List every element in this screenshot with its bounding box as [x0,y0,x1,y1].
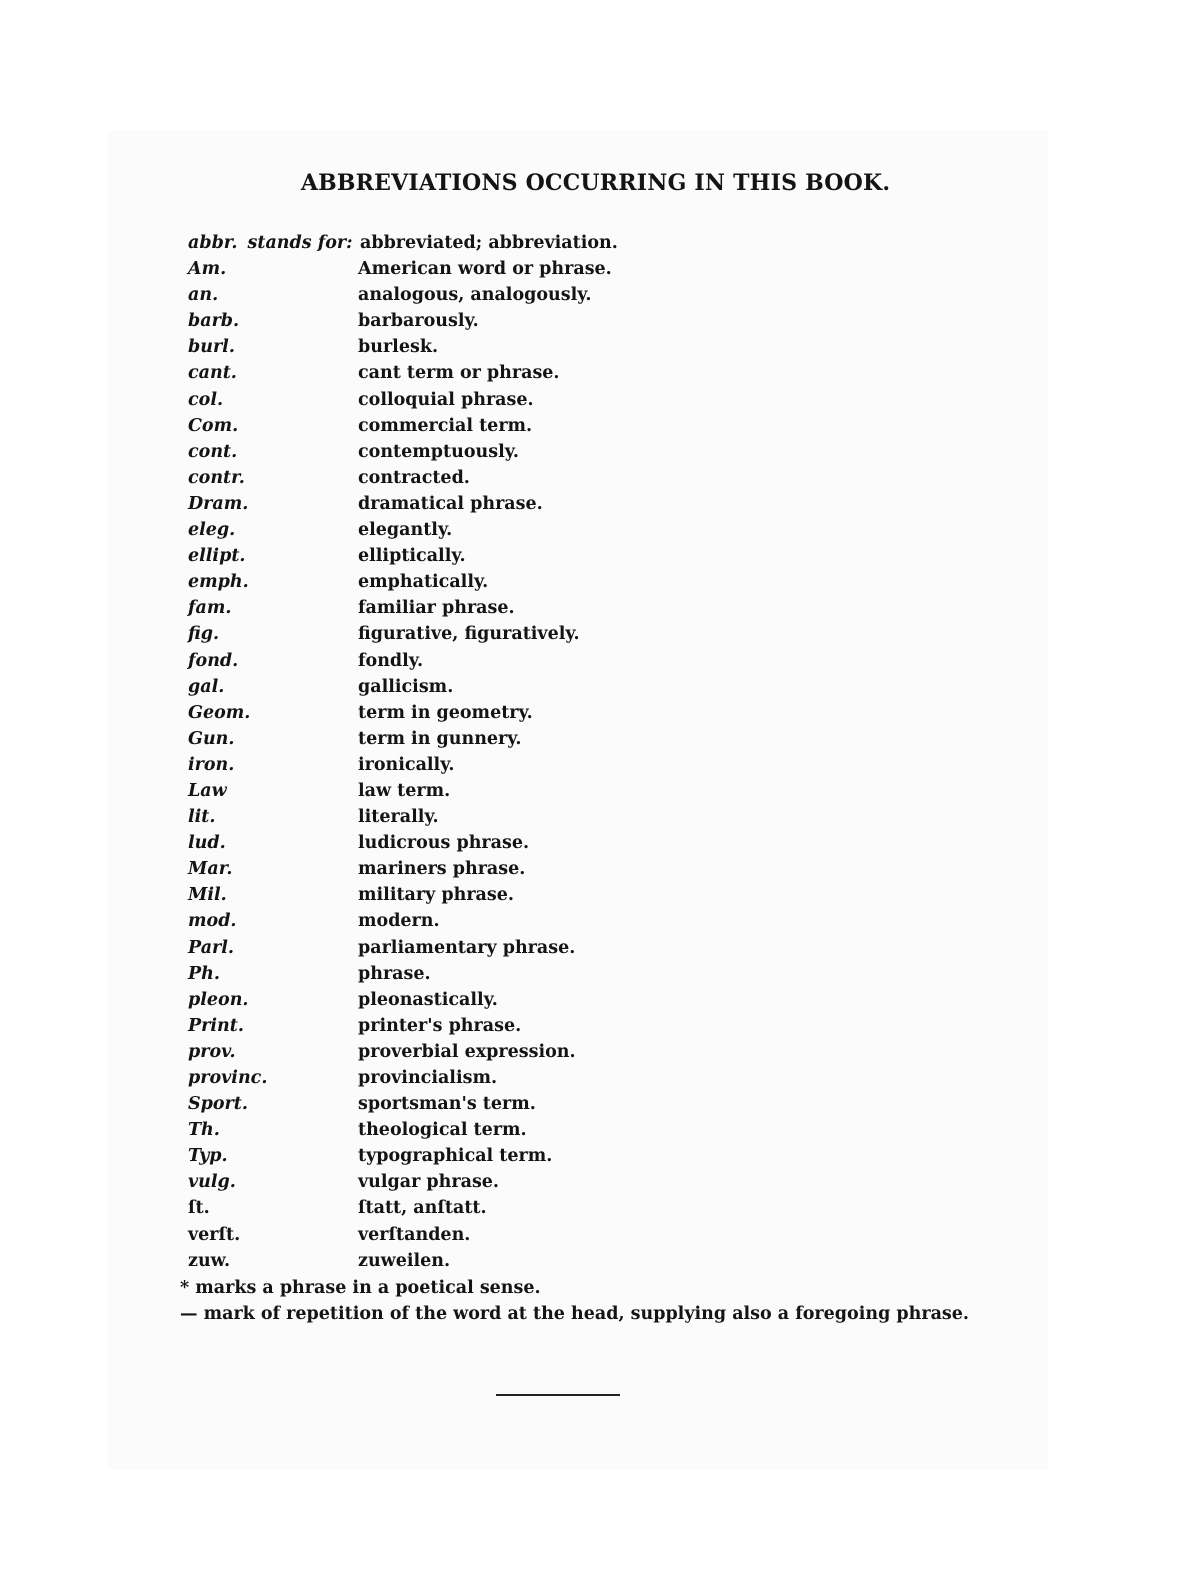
abbreviation-meaning: gallicism. [358,676,454,697]
abbreviation-meaning: abbreviated; abbreviation. [360,233,618,253]
abbreviation-term: Am. [188,259,227,280]
abbreviation-entry [188,569,1108,595]
abbreviation-entry [188,1065,1108,1091]
closing-rule [496,1394,620,1396]
abbreviation-term: Com. [188,415,239,436]
abbreviation-meaning: analogous, analogously. [358,285,592,306]
abbreviation-entry [188,1013,1108,1039]
abbreviation-meaning: term in geometry. [358,702,533,723]
abbreviation-entry [188,595,1108,621]
abbreviation-term: pleon. [188,989,249,1010]
abbreviation-meaning: term in gunnery. [358,728,522,749]
abbreviation-meaning: law term. [358,780,451,801]
abbreviation-entry [188,1143,1108,1169]
abbreviation-meaning: figurative, figuratively. [358,624,580,645]
abbreviation-term: cant. [188,363,237,384]
abbreviation-entry [188,908,1108,934]
abbreviation-meaning: provincialism. [358,1068,498,1088]
abbreviation-entry [188,517,1108,543]
abbreviation-entry [188,1248,1108,1274]
abbreviation-entry [188,804,1108,830]
note-poetical: * marks a phrase in a poetical sense. [180,1278,541,1298]
abbreviation-entry [188,387,1108,413]
abbreviation-entry [188,987,1108,1013]
abbreviation-term: emph. [188,572,249,593]
abbreviation-term: lud. [188,833,226,854]
abbreviation-meaning: modern. [358,911,440,932]
abbreviation-term: zuw. [188,1250,231,1271]
abbreviation-meaning: phrase. [358,963,431,984]
abbreviation-meaning: pleonastically. [358,989,498,1010]
abbreviation-term: Mar. [188,859,233,880]
abbreviation-term: ſt. [188,1198,210,1219]
abbreviation-term: gal. [188,676,225,697]
abbreviation-entry [188,935,1108,961]
abbreviation-meaning: sportsman's term. [358,1094,536,1115]
abbreviation-entry [188,1222,1108,1248]
abbreviation-term: mod. [188,911,237,932]
abbreviation-term: iron. [188,754,235,775]
abbreviation-entry [188,543,1108,569]
abbreviation-entry [188,360,1108,386]
abbreviation-meaning: barbarously. [358,311,479,332]
abbreviation-meaning: typographical term. [358,1146,553,1167]
abbreviation-term: eleg. [188,520,236,541]
abbreviation-term: Th. [188,1120,220,1141]
page-title: ABBREVIATIONS OCCURRING IN THIS BOOK. [300,170,891,196]
abbreviation-entry [188,1039,1108,1065]
abbreviation-list [188,230,1108,1274]
notes [180,1275,969,1327]
abbreviation-meaning: printer's phrase. [358,1015,522,1036]
abbreviation-term: Geom. [188,702,251,723]
abbreviation-entry [188,439,1108,465]
abbreviation-entry [188,726,1108,752]
abbreviation-meaning: American word or phrase. [358,259,612,280]
abbreviation-entry [188,282,1108,308]
abbreviation-meaning: vulgar phrase. [358,1172,500,1193]
abbreviation-term: fond. [188,650,239,671]
abbreviation-meaning: proverbial expression. [358,1041,576,1062]
abbreviation-entry [188,465,1108,491]
abbreviation-entry [188,413,1108,439]
abbreviation-meaning: emphatically. [358,572,489,593]
abbreviation-entry [188,778,1108,804]
abbreviation-entry [188,256,1108,282]
abbreviation-meaning: fondly. [358,650,424,671]
abbreviation-term: Mil. [188,885,227,906]
abbreviation-term: ellipt. [188,546,246,567]
abbreviation-term: vulg. [188,1172,236,1193]
abbreviation-meaning: contemptuously. [358,441,519,462]
abbreviation-term: Gun. [188,728,235,749]
note-repetition: — mark of repetition of the word at the head, supplying also a foregoing phrase. [180,1304,969,1324]
abbreviation-term: prov. [188,1041,236,1062]
abbreviation-entry [188,491,1108,517]
abbreviation-term: Print. [188,1015,244,1036]
abbreviation-meaning: dramatical phrase. [358,493,543,514]
abbreviation-entry [188,334,1108,360]
abbreviation-term: Dram. [188,493,249,514]
abbreviation-meaning: cant term or phrase. [358,363,560,384]
abbreviation-term: col. [188,389,224,410]
abbreviation-entry [188,752,1108,778]
abbreviation-meaning: zuweilen. [358,1250,451,1271]
abbreviation-term: burl. [188,337,235,358]
abbreviation-meaning: military phrase. [358,885,514,906]
abbreviation-entry [188,700,1108,726]
abbreviation-entry [188,1117,1108,1143]
abbreviation-meaning: ironically. [358,754,455,775]
abbreviation-meaning: elegantly. [358,520,453,541]
abbreviation-meaning: colloquial phrase. [358,389,534,410]
abbreviation-meaning: theological term. [358,1120,527,1141]
abbreviation-meaning: verſtanden. [358,1224,471,1245]
abbreviation-term: abbr. [188,233,238,253]
abbreviation-term: lit. [188,807,216,828]
abbreviation-entry [188,230,1108,256]
abbreviation-meaning: familiar phrase. [358,598,515,619]
abbreviation-term: cont. [188,441,238,462]
abbreviation-meaning: commercial term. [358,415,533,436]
abbreviation-term: fam. [188,598,232,619]
abbreviation-entry [188,882,1108,908]
abbreviation-meaning: mariners phrase. [358,859,526,880]
abbreviation-term: contr. [188,467,245,488]
abbreviation-meaning: contracted. [358,467,470,488]
abbreviation-term: verſt. [188,1224,241,1245]
abbreviation-term: fig. [188,624,220,645]
abbreviation-term: Parl. [188,937,234,958]
abbreviation-entry [188,1195,1108,1221]
abbreviation-term: provinc. [188,1068,268,1088]
abbreviation-entry [188,308,1108,334]
abbreviation-entry [188,674,1108,700]
abbreviation-entry [188,648,1108,674]
abbreviation-meaning: parliamentary phrase. [358,937,576,958]
abbreviation-meaning: elliptically. [358,546,466,567]
abbreviation-meaning: burlesk. [358,337,439,358]
abbreviation-term: an. [188,285,219,306]
abbreviation-term: Ph. [188,963,220,984]
abbreviation-term: Law [188,780,227,801]
abbreviation-entry [188,830,1108,856]
abbreviation-entry [188,856,1108,882]
abbreviation-entry [188,621,1108,647]
abbreviation-meaning: ſtatt, anſtatt. [358,1198,487,1219]
abbreviation-entry [188,1169,1108,1195]
abbreviation-meaning: ludicrous phrase. [358,833,530,854]
abbreviation-meaning: literally. [358,807,439,828]
abbreviation-term: barb. [188,311,240,332]
abbreviation-entry [188,961,1108,987]
stands-for-label: stands for: [247,233,353,253]
abbreviation-entry [188,1091,1108,1117]
abbreviation-term: Typ. [188,1146,228,1167]
abbreviation-term: Sport. [188,1094,248,1115]
